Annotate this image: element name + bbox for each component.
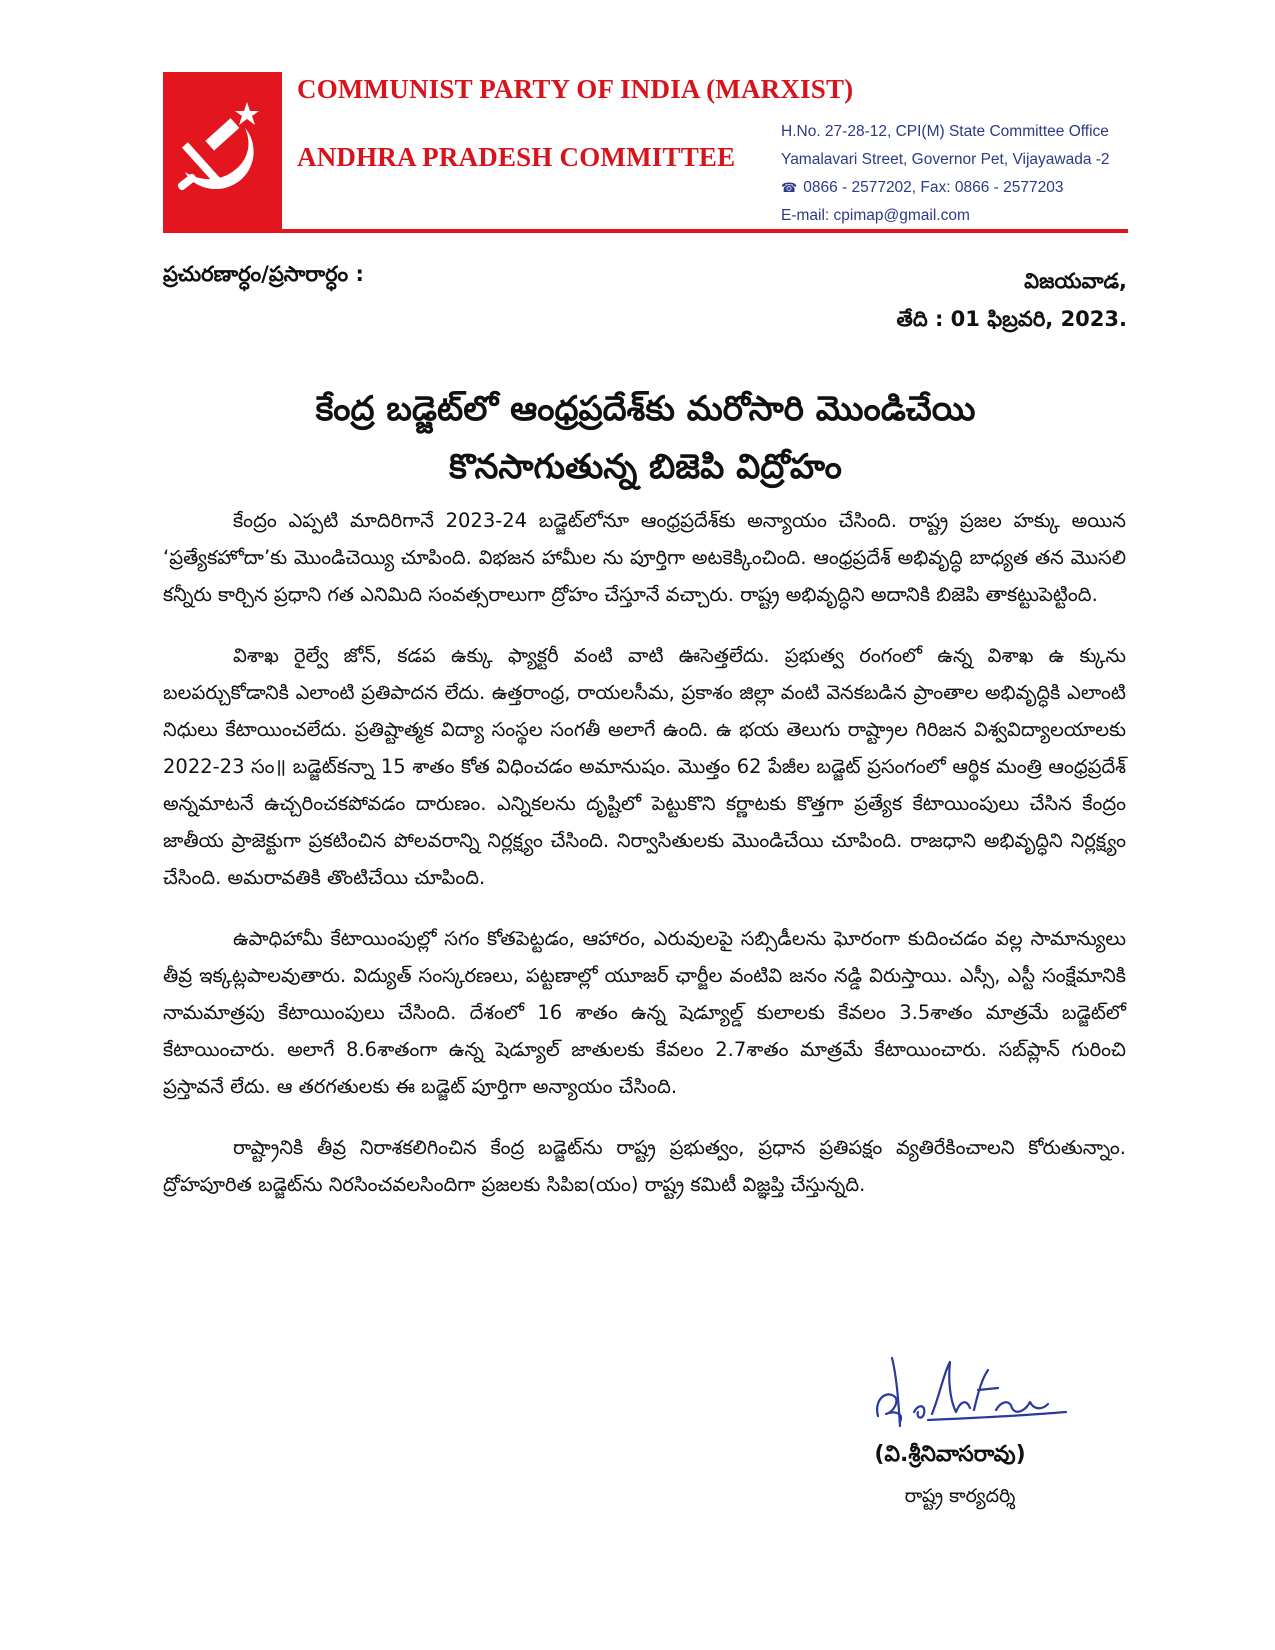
- telephone-icon: ☎: [781, 180, 798, 195]
- email-line: E-mail: cpimap@gmail.com: [781, 207, 970, 224]
- paragraph-3: ఉపాధిహామీ కేటాయింపుల్లో సగం కోతపెట్టడం, ఆహారం, ఎరువులపై సబ్సిడీలను ఘోరంగా కుదించడం వల్ల సామాన్యులు తీవ్ర ఇక్కట్లపాలవుతారు. విద్యుత్ సంస్కరణలు, పట్టణాల్లో యూజర్ ఛార్జీల వంటివి జనం నడ్డి విరుస్తాయి. ఎస్సీ, ఎస్టీ సంక్షేమానికి నామమాత్రపు కేటాయింపులు చేసింది. దేశంలో 16 శాతం ఉన్న షెడ్యూల్డ్ కులాలకు కేవలం 3.5శాతం మాత్రమే బడ్జెట్‌లో కేటాయించారు. అలాగే 8.6శాతంగా ఉన్న షెడ్యూల్ జాతులకు కేవలం 2.7శాతం మాత్రమే కేటాయించారు. సబ్‌ప్లాన్ గురించి ప్రస్తావనే లేదు. ఆ తరగతులకు ఈ బడ్జెట్ పూర్తిగా అన్యాయం చేసింది.: [163, 927, 1126, 1098]
- place: విజయవాడ,: [1024, 269, 1127, 293]
- org-committee: ANDHRA PRADESH COMMITTEE: [297, 142, 736, 172]
- hammer-sickle-star-icon: [175, 98, 271, 202]
- party-logo: [163, 72, 282, 232]
- place-date-block: [897, 262, 1128, 338]
- date: తేది : 01 ఫిబ్రవరి, 2023.: [896, 307, 1127, 331]
- headline: [163, 380, 1128, 496]
- signer-title: రాష్ట్ర కార్యదర్శి: [904, 1485, 1016, 1507]
- handwritten-signature-icon: [870, 1354, 1070, 1432]
- address-line-2: Yamalavari Street, Governor Pet, Vijayawada -2: [781, 151, 1110, 168]
- release-purpose: ప్రచురణార్ధం/ప్రసారార్ధం :: [163, 262, 364, 286]
- paragraph-4: రాష్ట్రానికి తీవ్ర నిరాశకలిగించిన కేంద్ర బడ్జెట్‌ను రాష్ట్ర ప్రభుత్వం, ప్రధాన ప్రతిపక్షం వ్యతిరేకించాలని కోరుతున్నాం. ద్రోహపూరిత బడ్జెట్‌ను నిరసించవలసిందిగా ప్రజలకు సిపిఐ(యం) రాష్ట్ర కమిటీ విజ్ఞప్తి చేస్తున్నది.: [163, 1136, 1126, 1196]
- letterhead-divider: [163, 229, 1128, 233]
- press-release-body: [163, 502, 1126, 1227]
- paragraph-1: కేంద్రం ఎప్పటి మాదిరిగానే 2023-24 బడ్జెట్‌లోనూ ఆంధ్రప్రదేశ్‌కు అన్యాయం చేసింది. రాష్ట్ర ప్రజల హక్కు అయిన ‘ప్రత్యేకహోదా’కు మొండిచెయ్యి చూపింది. విభజన హామీల ను పూర్తిగా అటకెక్కించింది. ఆంధ్రప్రదేశ్ అభివృద్ధి బాధ్యత తన మొసలి కన్నీరు కార్చిన ప్రధాని గత ఎనిమిది సంవత్సరాలుగా ద్రోహం చేస్తూనే వచ్చారు. రాష్ట్ర అభివృద్ధిని అదానికి బిజెపి తాకట్టుపెట్టింది.: [163, 509, 1126, 606]
- contact-block: [781, 118, 1131, 230]
- signer-name: (వి.శ్రీనివాసరావు): [874, 1442, 1026, 1467]
- address-line-1: H.No. 27-28-12, CPI(M) State Committee Office: [781, 123, 1109, 140]
- signature-block: [820, 1350, 1110, 1510]
- phone-line: [781, 174, 1131, 202]
- letterhead: [163, 72, 1128, 232]
- headline-line-2: కొనసాగుతున్న బిజెపి విద్రోహం: [449, 447, 842, 487]
- paragraph-2: విశాఖ రైల్వే జోన్, కడప ఉక్కు ఫ్యాక్టరీ వంటి వాటి ఊసెత్తలేదు. ప్రభుత్వ రంగంలో ఉన్న విశాఖ ఉ క్కును బలపర్చుకోడానికి ఎలాంటి ప్రతిపాదన లేదు. ఉత్తరాంధ్ర, రాయలసీమ, ప్రకాశం జిల్లా వంటి వెనకబడిన ప్రాంతాల అభివృద్ధికి ఎలాంటి నిధులు కేటాయించలేదు. ప్రతిష్టాత్మక విద్యా సంస్థల సంగతీ అలాగే ఉంది. ఉ భయ తెలుగు రాష్ట్రాల గిరిజన విశ్వవిద్యాలయాలకు 2022-23 సం॥ బడ్జెట్‌కన్నా 15 శాతం కోత విధించడం అమానుషం. మొత్తం 62 పేజీల బడ్జెట్ ప్రసంగంలో ఆర్థిక మంత్రి ఆంధ్రప్రదేశ్ అన్నమాటనే ఉచ్చరించకపోవడం దారుణం. ఎన్నికలను దృష్టిలో పెట్టుకొని కర్ణాటకు కొత్తగా ప్రత్యేక కేటాయింపులు చేసిన కేంద్రం జాతీయ ప్రాజెక్టుగా ప్రకటించిన పోలవరాన్ని నిర్లక్ష్యం చేసింది. నిర్వాసితులకు మొండిచేయి చూపింది. రాజధాని అభివృద్ధిని నిర్లక్ష్యం చేసింది. అమరావతికి తొంటిచేయి చూపింది.: [163, 644, 1126, 889]
- phone-fax-text: 0866 - 2577202, Fax: 0866 - 2577203: [803, 179, 1064, 196]
- headline-line-1: కేంద్ర బడ్జెట్‌లో ఆంధ్రప్రదేశ్‌కు మరోసారి మొండిచేయి: [315, 389, 976, 429]
- org-name: COMMUNIST PARTY OF INDIA (MARXIST): [297, 74, 854, 104]
